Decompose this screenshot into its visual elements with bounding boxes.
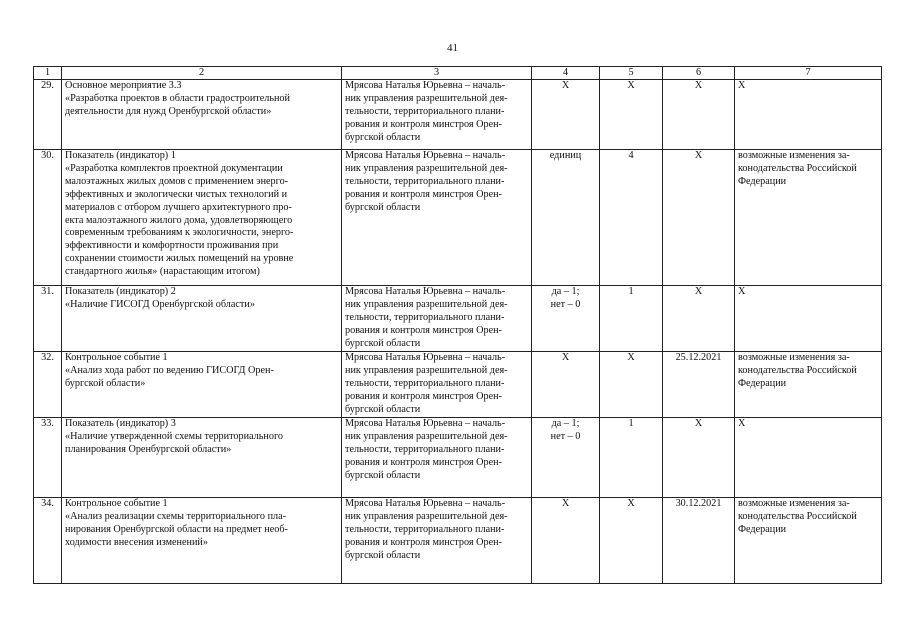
note-line: Федерации	[738, 523, 787, 535]
event-name-line: Контрольное событие 1	[65, 352, 168, 363]
event-name-cell	[62, 498, 342, 584]
responsible-line: бургской области	[345, 549, 421, 561]
event-name-line: планирования Оренбургской области»	[65, 443, 232, 455]
event-name-line: Показатель (индикатор) 2	[65, 286, 176, 297]
responsible-line: тельности, территориального плани-	[345, 443, 505, 455]
responsible-line: бургской области	[345, 131, 421, 143]
note-line: возможные изменения за-	[738, 352, 850, 363]
note-line: Федерации	[738, 377, 787, 389]
column-number: 2	[62, 67, 342, 80]
responsible-line: Мрясова Наталья Юрьевна – началь-	[345, 150, 506, 161]
responsible-line: тельности, территориального плани-	[345, 175, 505, 187]
responsible-line: бургской области	[345, 469, 421, 481]
value-cell: 1	[600, 286, 663, 352]
event-name-line: «Разработка проектов в области градостроительной	[65, 92, 290, 104]
responsible-cell	[342, 80, 532, 150]
responsible-line: рования и контроля минстроя Орен-	[345, 324, 502, 336]
row-number-cell: 34.	[34, 498, 62, 584]
responsible-line: ник управления разрешительной дея-	[345, 430, 508, 442]
column-number: 5	[600, 67, 663, 80]
responsible-line: рования и контроля минстроя Орен-	[345, 188, 502, 200]
event-name-line: малоэтажных жилых домов с применением энерго-	[65, 175, 289, 187]
note-line: Х	[738, 286, 746, 297]
responsible-cell	[342, 286, 532, 352]
column-number: 3	[342, 67, 532, 80]
unit-cell: Х	[532, 80, 600, 150]
note-line: возможные изменения за-	[738, 150, 850, 161]
row-number-cell: 29.	[34, 80, 62, 150]
responsible-line: Мрясова Наталья Юрьевна – началь-	[345, 498, 506, 509]
event-name-line: бургской области»	[65, 377, 146, 389]
event-name-line: ходимости внесения изменений»	[65, 536, 208, 548]
responsible-line: рования и контроля минстроя Орен-	[345, 118, 502, 130]
responsible-line: рования и контроля минстроя Орен-	[345, 536, 502, 548]
responsible-cell	[342, 498, 532, 584]
responsible-line: тельности, территориального плани-	[345, 105, 505, 117]
column-number: 4	[532, 67, 600, 80]
plan-table	[33, 66, 882, 584]
table-row	[34, 352, 882, 418]
event-name-cell	[62, 80, 342, 150]
date-cell: 30.12.2021	[663, 498, 735, 584]
responsible-line: тельности, территориального плани-	[345, 523, 505, 535]
note-line: возможные изменения за-	[738, 498, 850, 509]
responsible-line: ник управления разрешительной дея-	[345, 510, 508, 522]
row-number-cell: 31.	[34, 286, 62, 352]
table-row	[34, 498, 882, 584]
event-name-line: современным требованиям к экологичности, энерго-	[65, 227, 294, 239]
responsible-line: рования и контроля минстроя Орен-	[345, 390, 502, 402]
table-row	[34, 150, 882, 286]
date-cell: Х	[663, 418, 735, 498]
row-number-cell: 33.	[34, 418, 62, 498]
value-cell: Х	[600, 80, 663, 150]
event-name-line: «Наличие утвержденной схемы территориального	[65, 430, 283, 442]
date-cell: 25.12.2021	[663, 352, 735, 418]
unit-cell: Х	[532, 498, 600, 584]
date-cell: Х	[663, 150, 735, 286]
responsible-line: тельности, территориального плани-	[345, 311, 505, 323]
event-name-line: материалов с отбором лучшего архитектурного про-	[65, 201, 292, 213]
responsible-line: рования и контроля минстроя Орен-	[345, 456, 502, 468]
event-name-line: Основное мероприятие 3.3	[65, 80, 182, 91]
event-name-line: Показатель (индикатор) 1	[65, 150, 176, 161]
unit-cell: да – 1; нет – 0	[532, 418, 600, 498]
event-name-line: «Анализ хода работ по ведению ГИСОГД Орен-	[65, 364, 274, 376]
note-cell	[735, 352, 882, 418]
note-cell	[735, 498, 882, 584]
event-name-line: нирования Оренбургской области на предмет необ-	[65, 523, 288, 535]
unit-cell: Х	[532, 352, 600, 418]
responsible-line: ник управления разрешительной дея-	[345, 162, 508, 174]
event-name-line: сохранении стоимости жилых помещений на уровне	[65, 253, 294, 265]
column-number: 1	[34, 67, 62, 80]
row-number-cell: 30.	[34, 150, 62, 286]
note-line: Х	[738, 418, 746, 429]
value-cell: Х	[600, 352, 663, 418]
event-name-cell	[62, 418, 342, 498]
note-line: конодательства Российской	[738, 162, 857, 174]
note-cell	[735, 150, 882, 286]
column-number-row	[34, 67, 882, 80]
value-cell: Х	[600, 498, 663, 584]
value-cell: 4	[600, 150, 663, 286]
value-cell: 1	[600, 418, 663, 498]
responsible-line: бургской области	[345, 337, 421, 349]
event-name-cell	[62, 352, 342, 418]
table-row	[34, 80, 882, 150]
responsible-line: бургской области	[345, 201, 421, 213]
event-name-line: «Наличие ГИСОГД Оренбургской области»	[65, 298, 255, 310]
event-name-line: «Разработка комплектов проектной документации	[65, 162, 283, 174]
responsible-line: Мрясова Наталья Юрьевна – началь-	[345, 80, 506, 91]
note-cell	[735, 418, 882, 498]
note-line: конодательства Российской	[738, 364, 857, 376]
unit-cell: единиц	[532, 150, 600, 286]
unit-cell: да – 1; нет – 0	[532, 286, 600, 352]
event-name-cell	[62, 150, 342, 286]
note-cell	[735, 286, 882, 352]
responsible-line: ник управления разрешительной дея-	[345, 364, 508, 376]
responsible-cell	[342, 150, 532, 286]
event-name-line: «Анализ реализации схемы территориального пла-	[65, 510, 287, 522]
event-name-cell	[62, 286, 342, 352]
event-name-line: эффективности и комфортности проживания при	[65, 240, 279, 252]
responsible-line: ник управления разрешительной дея-	[345, 298, 508, 310]
event-name-line: эффективных и экологически чистых технологий и	[65, 188, 288, 200]
note-line: Федерации	[738, 175, 787, 187]
responsible-cell	[342, 418, 532, 498]
column-number: 6	[663, 67, 735, 80]
date-cell: Х	[663, 80, 735, 150]
responsible-line: тельности, территориального плани-	[345, 377, 505, 389]
event-name-line: екта малоэтажного жилого дома, удовлетворяющего	[65, 214, 293, 226]
responsible-line: ник управления разрешительной дея-	[345, 92, 508, 104]
event-name-line: Показатель (индикатор) 3	[65, 418, 176, 429]
responsible-line: Мрясова Наталья Юрьевна – началь-	[345, 286, 506, 297]
table-row	[34, 286, 882, 352]
column-number: 7	[735, 67, 882, 80]
responsible-line: Мрясова Наталья Юрьевна – началь-	[345, 418, 506, 429]
event-name-line: Контрольное событие 1	[65, 498, 168, 509]
responsible-line: Мрясова Наталья Юрьевна – началь-	[345, 352, 506, 363]
note-line: конодательства Российской	[738, 510, 857, 522]
note-line: Х	[738, 80, 746, 91]
page-number: 41	[447, 42, 458, 54]
responsible-line: бургской области	[345, 403, 421, 415]
event-name-line: деятельности для нужд Оренбургской области»	[65, 105, 272, 117]
responsible-cell	[342, 352, 532, 418]
event-name-line: стандартного жилья» (нарастающим итогом)	[65, 266, 260, 278]
date-cell: Х	[663, 286, 735, 352]
note-cell	[735, 80, 882, 150]
row-number-cell: 32.	[34, 352, 62, 418]
table-row	[34, 418, 882, 498]
